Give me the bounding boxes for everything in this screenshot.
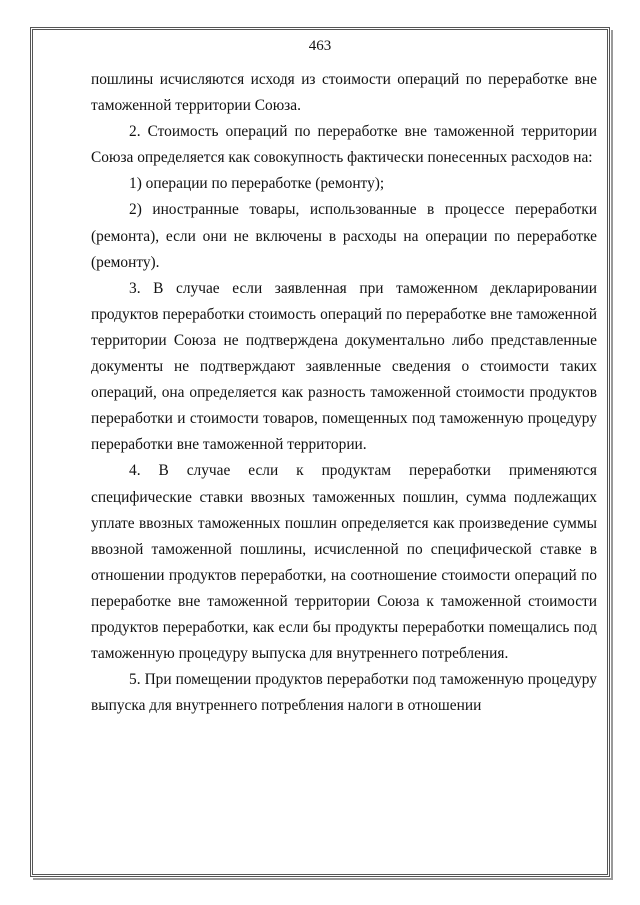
paragraph-subitem-2: 2) иностранные товары, использованные в процессе переработки (ремонта), если они не включены в расходы на операции по переработке (ремонту). <box>91 201 597 271</box>
paragraph-continuation: пошлины исчисляются исходя из стоимости операций по переработке вне таможенной территории Союза. <box>91 71 597 115</box>
document-body <box>91 67 597 719</box>
paragraph-item-3: 3. В случае если заявленная при таможенном декларировании продуктов переработки стоимость операций по переработке вне таможенной территории Союза не подтверждена документально либо представленные документы не подтверждают заявленные сведения о стоимости таких операций, она определяется как разность таможенной стоимости продуктов переработки и стоимости товаров, помещенных под таможенную процедуру переработки вне таможенной территории. <box>91 279 597 454</box>
paragraph-item-5: 5. При помещении продуктов переработки под таможенную процедуру выпуска для внутреннего потребления налоги в отношении <box>91 671 597 715</box>
paragraph-item-4: 4. В случае если к продуктам переработки применяются специфические ставки ввозных таможенных пошлин, сумма подлежащих уплате ввозных таможенных пошлин определяется как произведение суммы ввозной таможенной пошлины, исчисленной по специфической ставке в отношении продуктов переработки, на соотношение стоимости операций по переработке вне таможенной территории Союза к таможенной стоимости продуктов переработки, как если бы продукты переработки помещались под таможенную процедуру выпуска для внутреннего потребления. <box>91 462 597 663</box>
paragraph-item-2: 2. Стоимость операций по переработке вне таможенной территории Союза определяется как совокупность фактически понесенных расходов на: <box>91 123 597 167</box>
page-number: 463 <box>308 38 332 54</box>
paragraph-subitem-1: 1) операции по переработке (ремонту); <box>129 175 385 193</box>
